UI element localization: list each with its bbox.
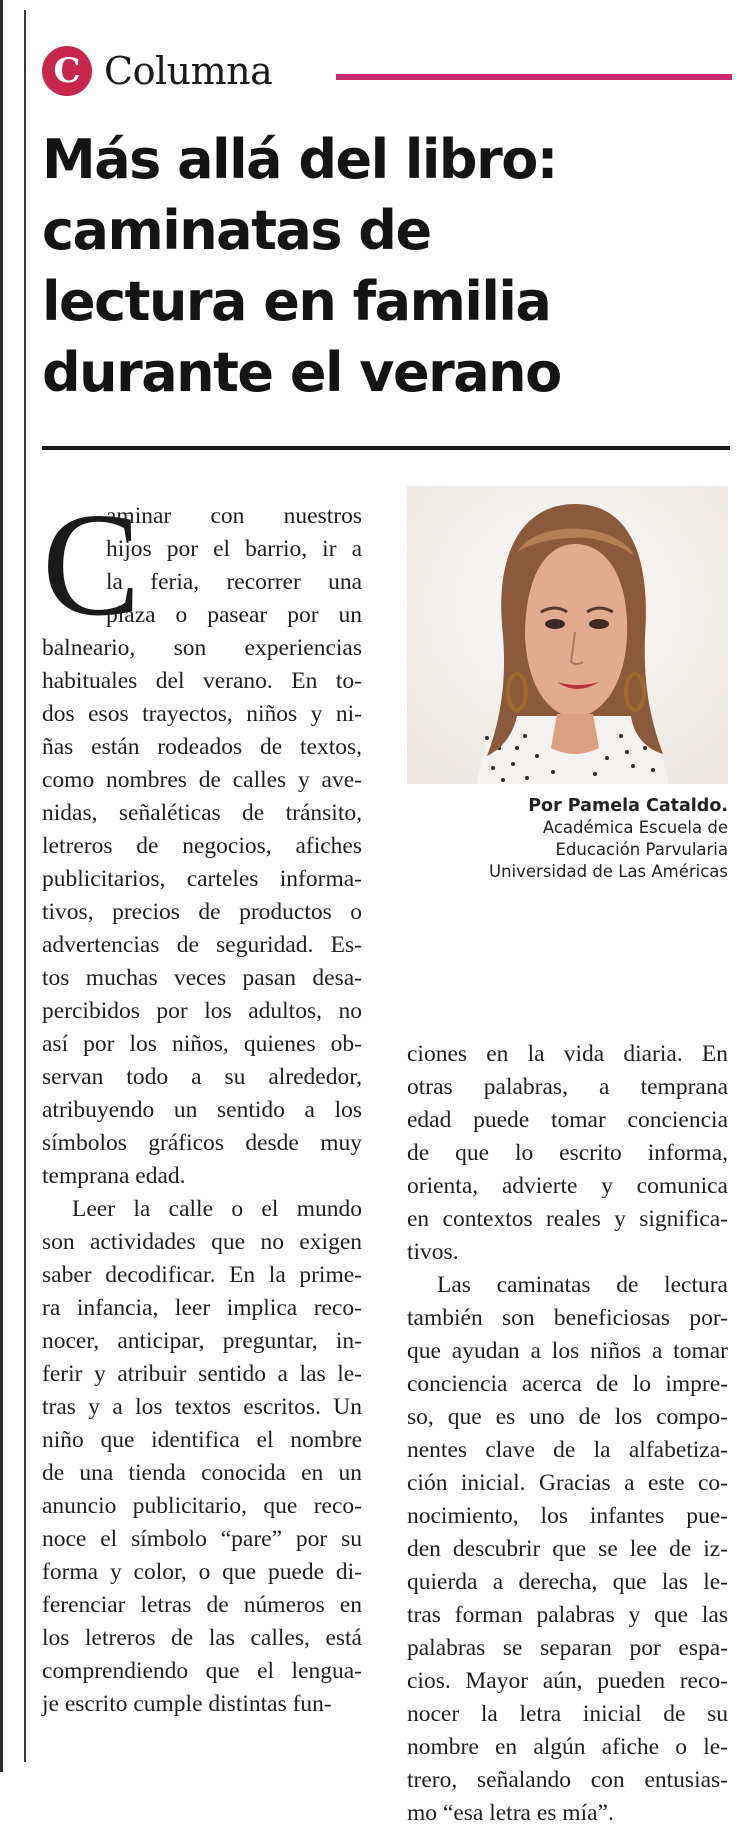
article-text-line: cios. Mayor aún, pueden reco- [407,1668,728,1694]
author-portrait-image [407,486,728,784]
article-text-line: ciones en la vida diaria. En [407,1041,728,1067]
article-text-line: nocimiento, los infantes pue- [407,1503,728,1529]
article-text-line: orienta, advierte y comunica [407,1173,728,1199]
article-text-line: otras palabras, a temprana [407,1074,728,1100]
article-text-line: nentes clave de la alfabetiza- [407,1437,728,1463]
article-text-line: como nombres de calles y ave- [42,767,362,793]
article-text-line: ferenciar letras de números en [42,1592,362,1618]
article-column-2 [407,1038,728,1830]
article-text-line: en contextos reales y significa- [407,1206,728,1232]
page-edge-rule [0,0,3,1772]
article-text-line: Leer la calle o el mundo [72,1196,362,1222]
article-text-line: servan todo a su alrededor, [42,1064,362,1090]
article-text-line: temprana edad. [42,1163,186,1189]
section-header [42,46,732,98]
article-text-line: quierda a derecha, que las le- [407,1569,728,1595]
article-text-line: nombre en algún afiche o le- [407,1734,728,1760]
article-text-line: letreros de negocios, afiches [42,833,362,859]
article-text-line: ción inicial. Gracias a este co- [407,1470,728,1496]
article-text-line: nidas, señaléticas de tránsito, [42,800,362,826]
author-photo [407,486,728,784]
article-text-line: de que lo escrito informa, [407,1140,728,1166]
column-divider-rule [24,10,26,1762]
article-text-line: advertencias de seguridad. Es- [42,932,362,958]
article-text-line: ra infancia, leer implica reco- [42,1295,362,1321]
article-text-line: percibidos por los adultos, no [42,998,362,1024]
article-text-line: dos esos trayectos, niños y ni- [42,701,362,727]
article-text-line: plaza o pasear por un [106,602,362,628]
article-text-line: los letreros de las calles, está [42,1625,362,1651]
article-text-line: ferir y atribuir sentido a las le- [42,1361,362,1387]
article-text-line: que ayudan a los niños a tomar [407,1338,728,1364]
article-text-line: tras forman palabras y que las [407,1602,728,1628]
article-text-line: la feria, recorrer una [106,569,362,595]
article-text-line: anuncio publicitario, que reco- [42,1493,362,1519]
article-text-line: Las caminatas de lectura [437,1272,728,1298]
article-text-line: habituales del verano. En to- [42,668,362,694]
author-role-line: Académica Escuela de [542,818,728,837]
article-text-line: noce el símbolo “pare” por su [42,1526,362,1552]
headline-line: durante el verano [42,341,561,404]
drop-cap: C [42,483,141,647]
article-text-line: mo “esa letra es mía”. [407,1800,614,1826]
article-text-line: trero, señalando con entusias- [407,1767,728,1793]
article-text-line: hijos por el barrio, ir a [106,536,362,562]
article-column-1 [42,483,362,1721]
section-label: Columna [104,49,273,93]
article-text-line: ñas están rodeados de textos, [42,734,362,760]
article-text-line: forma y color, o que puede di- [42,1559,362,1585]
article-text-line: palabras se separan por espa- [407,1635,728,1661]
article-text-line: tras y a los textos escritos. Un [42,1394,362,1420]
author-name: Por Pamela Cataldo. [528,796,728,816]
article-text-line: saber decodificar. En la prime- [42,1262,362,1288]
article-text-line: so, que es uno de los compo- [407,1404,728,1430]
article-text-line: nocer la letra inicial de su [407,1701,728,1727]
article-headline [42,124,732,408]
section-accent-bar [336,74,732,80]
article-text-line: comprendiendo que el lengua- [42,1658,362,1684]
article-text-line: niño que identifica el nombre [42,1427,362,1453]
article-text-line: publicitarios, carteles informa- [42,866,362,892]
article-text-line: aminar con nuestros [106,503,362,529]
headline-line: lectura en familia [42,270,551,333]
author-role-line: Universidad de Las Américas [489,862,728,881]
author-role-line: Educación Parvularia [555,840,728,859]
article-text-line: son actividades que no exigen [42,1229,362,1255]
headline-line: Más allá del libro: [42,128,557,191]
article-text-line: atribuyendo un sentido a los [42,1097,362,1123]
article-text-line: de una tienda conocida en un [42,1460,362,1486]
article-text-line: también son beneficiosas por- [407,1305,728,1331]
author-byline [407,795,728,883]
headline-line: caminatas de [42,199,431,262]
article-text-line: conciencia acerca de lo impre- [407,1371,728,1397]
article-text-line: je escrito cumple distintas fun- [42,1691,332,1717]
article-text-line: edad puede tomar conciencia [407,1107,728,1133]
article-text-line: balneario, son experiencias [42,635,362,661]
article-text-line: símbolos gráficos desde muy [42,1130,362,1156]
article-text-line: nocer, anticipar, preguntar, in- [42,1328,362,1354]
headline-rule [42,446,730,450]
article-text-line: tivos. [407,1239,459,1265]
article-text-line: den descubrir que se lee de iz- [407,1536,728,1562]
article-text-line: tivos, precios de productos o [42,899,362,925]
article-text-line: así por los niños, quienes ob- [42,1031,362,1057]
article-text-line: tos muchas veces pasan desa- [42,965,362,991]
section-badge: C [42,46,92,96]
